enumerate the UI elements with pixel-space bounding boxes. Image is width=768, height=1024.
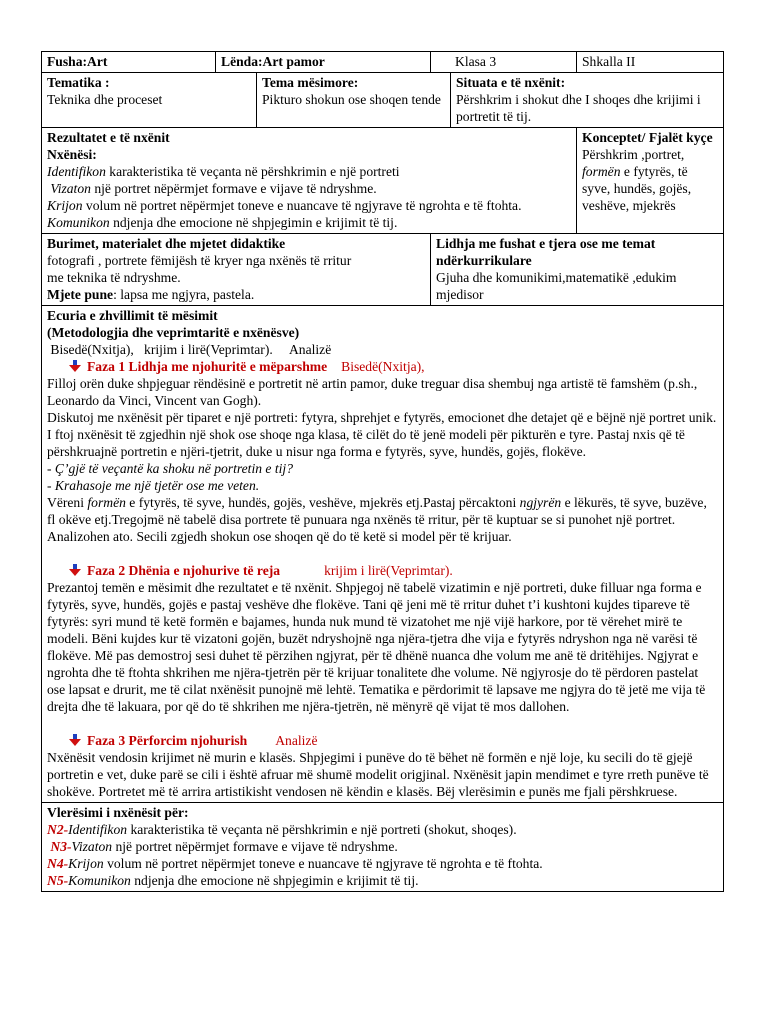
phase-3-paragraph: Nxënësit vendosin krijimet në murin e klasës. Shpjegimi i punëve do të bëhet në formën e një loje, ku secili do të gjejë portretin e vet, duke parë se cili i është afruar më shumë modelit origjinal. Nxënësit japin mendimet e tyre rreth punëve të shokëve. Portretet më të arrira artistikisht vendosen në këndin e klasës. Bëj vlerësimin e punës me fjali përshkruese. — [47, 750, 709, 799]
assessment-verb: Vizaton — [71, 839, 113, 854]
assessment-verb: Identifikon — [68, 822, 128, 837]
phase-1-heading — [47, 358, 718, 375]
resources-line: me teknika të ndryshme. — [47, 270, 181, 285]
tematika-label: Tematika : — [47, 75, 110, 90]
outcome-text: karakteristika të veçanta në përshkrimin e një portreti — [105, 164, 400, 179]
procedure-subtitle: (Metodologjia dhe veprimtaritë e nxënësve) — [47, 325, 300, 340]
assessment-text: karakteristika të veçanta në përshkrimin e një portreti (shokut, shoqes). — [127, 822, 517, 837]
outcome-text: një portret nëpërmjet formave e vijave të ndryshme. — [90, 181, 377, 196]
assessment-level: N2- — [47, 822, 69, 837]
phase-1-question: - Ç’gjë të veçantë ka shoku në portretin e tij? — [47, 461, 293, 476]
lesson-plan-page — [41, 51, 723, 892]
assessment-item — [47, 872, 718, 889]
tematika-cell — [42, 73, 257, 128]
assessment-verb: Krijon — [68, 856, 104, 871]
phase-1-title: Faza 1 Lidhja me njohuritë e mëparshme — [87, 359, 328, 374]
outcome-verb: Identifikon — [47, 164, 106, 179]
situata-value: Përshkrim i shokut dhe I shoqes dhe krijimi i portretit të tij. — [456, 92, 701, 124]
links-cell — [431, 234, 724, 306]
keywords-title: Konceptet/ Fjalët kyçe — [582, 130, 713, 145]
keywords-part: e fytyrës, të syve, hundës, gojës, veshëve, mjekrës — [582, 164, 692, 213]
outcomes-cell — [42, 128, 577, 234]
assessment-level: N4- — [47, 856, 69, 871]
keywords-part: Përshkrim ,portret, — [582, 147, 685, 162]
tools-label: Mjete pune — [47, 287, 114, 302]
assessment-level: N3- — [47, 839, 72, 854]
procedure-title: Ecuria e zhvillimit të mësimit — [47, 308, 218, 323]
phase-3-heading — [47, 732, 718, 749]
assessment-text: volum në portret nëpërmjet toneve e nuancave të ngjyrave të ngrohta e të ftohta. — [103, 856, 543, 871]
outcomes-row — [42, 128, 724, 234]
outcome-item — [47, 180, 571, 197]
tema-cell — [257, 73, 451, 128]
outcomes-subtitle: Nxënësi: — [47, 147, 97, 162]
keywords-text — [582, 146, 718, 214]
phase-1-paragraph: I ftoj nxënësit të zgjedhin një shok ose shoqe nga klasa, të cilët do të jenë modeli për pikturën e tyre. Pastaj nxis që të përshkruajnë portretin e njëri-tjetrit, duke u nisur nga forma e fytyrës, syve, hundës, gojës, flokëve. — [47, 427, 685, 459]
phase-1-paragraph: Filloj orën duke shpjeguar rëndësinë e portretit në artin pamor, duke treguar disa shembuj nga artistë të famshëm (p.sh., Leonardo da Vinci, Vincent van Gogh). — [47, 376, 698, 408]
text-run: e lëkurës, të syve, buzëve, fl okëve etj.Tregojmë në tabelë disa portrete të punuara nga nxënës të rritur, për të kuptuar se si punohet një portret. Analizohen ato. Secili zgjedh shokun ose shoqen që do të ketë si model për të krijuar. — [47, 495, 707, 544]
outcome-item — [47, 214, 571, 231]
assessment-row — [42, 803, 724, 892]
assessment-cell — [42, 803, 724, 892]
text-run-italic: formën — [87, 495, 126, 510]
resources-title: Burimet, materialet dhe mjetet didaktike — [47, 236, 286, 251]
tools-value: : lapsa me ngjyra, pastela. — [113, 287, 255, 302]
lesson-plan-table — [41, 51, 724, 892]
tema-label: Tema mësimore: — [262, 75, 359, 90]
subject-cell: Lënda:Art pamor — [216, 52, 431, 73]
phase-1-question: - Krahasoje me një tjetër ose me veten. — [47, 478, 260, 493]
situata-label: Situata e të nxënit: — [456, 75, 566, 90]
outcome-item — [47, 163, 571, 180]
text-run-italic: ngjyrën — [519, 495, 562, 510]
resources-row — [42, 234, 724, 306]
outcome-verb: Komunikon — [47, 215, 110, 230]
phase-1-method: Bisedë(Nxitja), — [341, 359, 425, 374]
phase-1-paragraph: Diskutoj me nxënësit për tiparet e një portreti: fytyra, shprehjet e fytyrës, emocionet dhe detajet që e bëjnë një portret unik. — [47, 410, 717, 425]
procedure-methods: Bisedë(Nxitja), krijim i lirë(Veprimtar). Analizë — [47, 342, 332, 357]
resources-cell — [42, 234, 431, 306]
outcome-item — [47, 197, 571, 214]
text-run: Vëreni — [47, 495, 88, 510]
tematika-value: Teknika dhe proceset — [47, 92, 163, 107]
outcomes-title: Rezultatet e të nxënit — [47, 130, 170, 145]
outcome-verb: Krijon — [47, 198, 83, 213]
topic-row — [42, 73, 724, 128]
keywords-cell — [577, 128, 724, 234]
outcome-verb: Vizaton — [47, 181, 91, 196]
phase-2-title: Faza 2 Dhënia e njohurive të reja — [87, 563, 281, 578]
phase-3-title: Faza 3 Përforcim njohurish — [87, 733, 248, 748]
arrow-down-bullet-icon — [69, 562, 87, 579]
assessment-title: Vlerësimi i nxënësit për: — [47, 805, 189, 820]
assessment-item — [47, 838, 718, 855]
procedure-row — [42, 306, 724, 803]
assessment-level: N5- — [47, 873, 69, 888]
phase-1-paragraph — [47, 494, 718, 545]
outcome-text: ndjenja dhe emocione në shpjegimin e krijimit të tij. — [109, 215, 398, 230]
links-text: Gjuha dhe komunikimi,matematikë ,edukim mjedisor — [436, 270, 677, 302]
outcome-text: volum në portret nëpërmjet toneve e nuancave të ngjyrave të ngrohta e të ftohta. — [82, 198, 522, 213]
text-run: e fytyrës, të syve, hundës, gojës, veshëve, mjekrës etj.Pastaj përcaktoni — [125, 495, 520, 510]
procedure-cell — [42, 306, 724, 803]
assessment-text: ndjenja dhe emocione në shpjegimin e krijimit të tij. — [130, 873, 419, 888]
spacer — [47, 545, 718, 562]
assessment-item — [47, 821, 718, 838]
phase-2-paragraph: Prezantoj temën e mësimit dhe rezultatet e të nxënit. Shpjegoj në tabelë vizatimin e një portreti, duke filluar nga forma e fytyrës, syve, hundës, gojës e pastaj veshëve dhe flokëve. Tani që jeni më të rritur duhet t’i kushtoni kujdes tipareve të fytyrës: syri mund të ketë formën e bajames, hunda nuk mund të vizatohet me një vijë harkore, por të vërehet mirë te modeli. Bëni kujdes kur të vizatoni gojën, buzët ndryshojnë nga njëra-tjetra dhe vija e fytyrës ndryshon nga në varësi të flokëve. Më pas demostroj sesi duhet të përzihen ngjyrat, për të dhënë nuanca dhe volum me anë të dritëhijes. Ngjyrat e ngrohta dhe të ftohta shkrihen me njëra-tjetrën për të krijuar tonalitete dhe volume. Në ngjyrosje do të përdoren pastelat ose lapsat e drurit, me të cilat nxënësit punojnë më lehtë. Tematika e përdorimit të lapsave me ngjyra do të jetë me vija të drejta dhe të lakuara, por që do të shkrihen me njëra-tjetrën, në mënyrë që vijat të mos dallohen. — [47, 580, 706, 714]
keywords-part-italic: formën — [582, 164, 621, 179]
phase-3-method: Analizë — [275, 733, 318, 748]
links-title: Lidhja me fushat e tjera ose me temat ndërkurrikulare — [436, 236, 656, 268]
arrow-down-bullet-icon — [69, 358, 87, 375]
arrow-down-bullet-icon — [69, 732, 87, 749]
tema-value: Pikturo shokun ose shoqen tende — [262, 92, 441, 107]
assessment-item — [47, 855, 718, 872]
phase-2-method: krijim i lirë(Veprimtar). — [324, 563, 453, 578]
spacer — [47, 715, 718, 732]
situata-cell — [451, 73, 724, 128]
phase-2-heading — [47, 562, 718, 579]
assessment-text: një portret nëpërmjet formave e vijave të ndryshme. — [112, 839, 398, 854]
tools-line — [47, 286, 425, 303]
class-cell: Klasa 3 — [431, 52, 577, 73]
field-cell: Fusha:Art — [42, 52, 216, 73]
header-row — [42, 52, 724, 73]
assessment-verb: Komunikon — [68, 873, 131, 888]
level-cell: Shkalla II — [577, 52, 724, 73]
resources-line: fotografi , portrete fëmijësh të kryer nga nxënës të rritur — [47, 253, 352, 268]
